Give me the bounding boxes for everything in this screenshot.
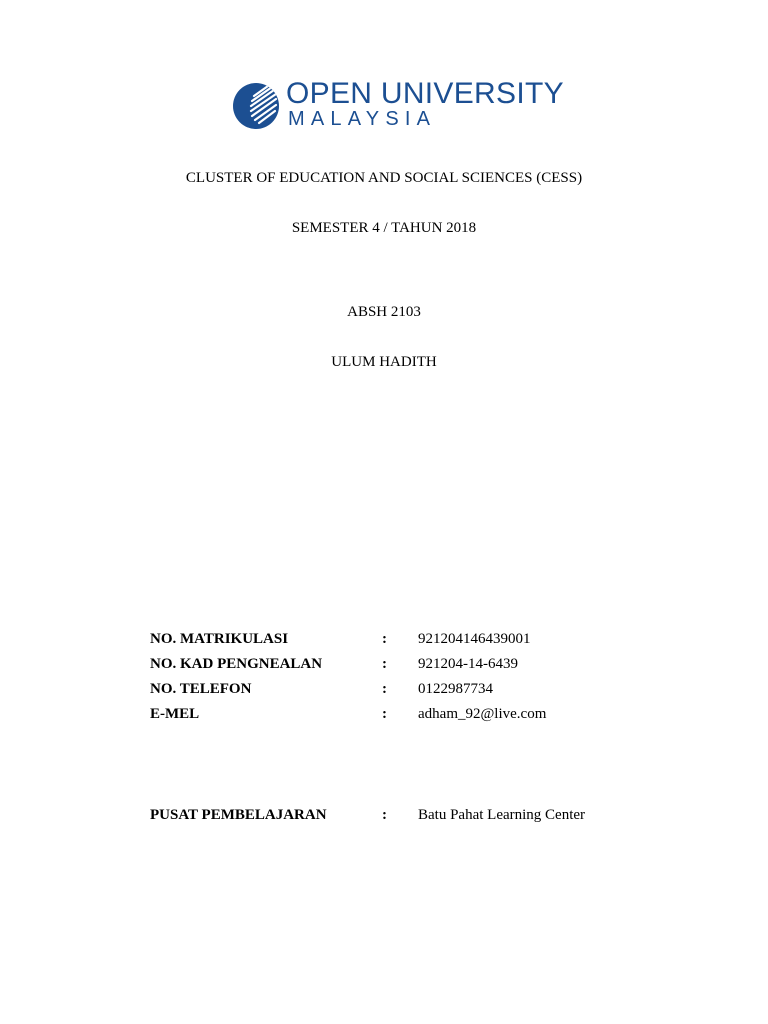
course-name: ULUM HADITH [331,354,437,370]
detail-value: 0122987734 [418,681,493,697]
logo-wordmark-bottom: MALAYSIA [288,108,437,130]
detail-label: NO. KAD PENGNEALAN [150,656,323,672]
detail-colon: : [382,807,387,823]
detail-value: Batu Pahat Learning Center [418,807,586,823]
detail-label: E-MEL [150,706,200,722]
detail-value: 921204-14-6439 [418,656,518,672]
detail-row-matriculation [150,630,650,648]
detail-label: NO. MATRIKULASI [150,631,289,647]
university-logo [232,77,564,132]
detail-colon: : [382,681,387,697]
detail-label: PUSAT PEMBELAJARAN [150,807,327,823]
semester-heading: SEMESTER 4 / TAHUN 2018 [291,220,477,236]
detail-row-learning-center [150,806,650,824]
course-code: ABSH 2103 [347,304,421,320]
cluster-heading: CLUSTER OF EDUCATION AND SOCIAL SCIENCES (CESS) [185,170,583,186]
detail-value: adham_92@live.com [418,706,547,722]
oum-globe-icon [232,82,280,130]
detail-colon: : [382,631,387,647]
detail-value: 921204146439001 [418,631,531,647]
detail-row-email [150,705,650,723]
detail-row-ic-number [150,655,650,673]
detail-colon: : [382,706,387,722]
detail-colon: : [382,656,387,672]
logo-wordmark-top: OPEN UNIVERSITY [286,77,564,110]
detail-row-phone [150,680,650,698]
detail-label: NO. TELEFON [150,681,252,697]
